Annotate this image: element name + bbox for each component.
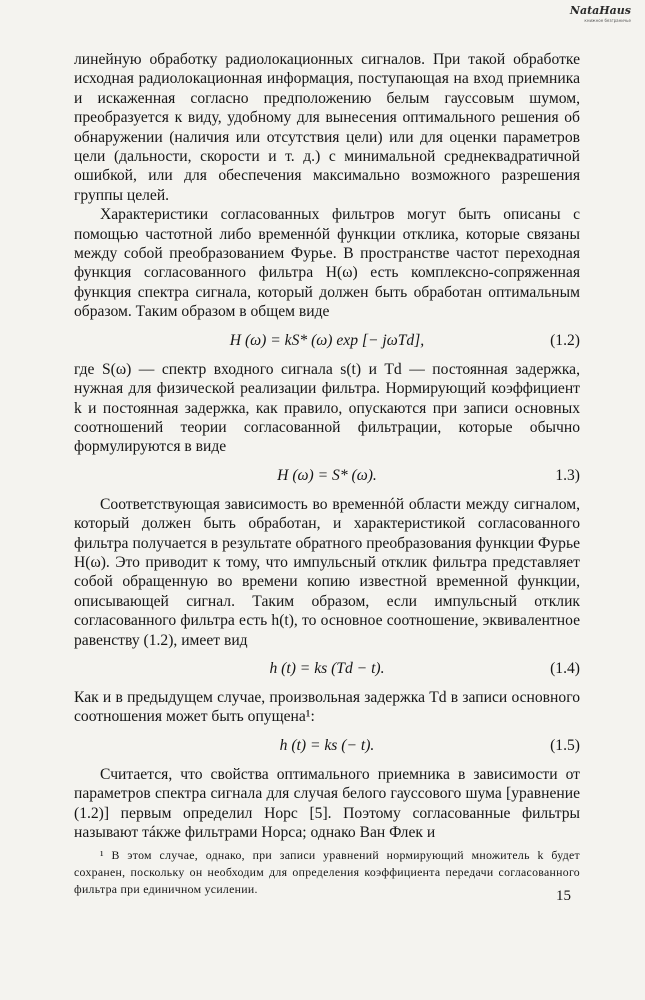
equation-number: 1.3) [555, 466, 580, 484]
equation-1-5 [74, 727, 580, 765]
watermark-text: NataHaus [569, 4, 631, 17]
footnote-text: ¹ В этом случае, однако, при записи уравнений нормирующий множитель k будет сохранен, поскольку он необходим для определения коэффициента передачи согласованного фильтра при единичном усилении. [74, 848, 580, 897]
footnote-block [74, 847, 580, 898]
page-body [74, 50, 580, 898]
page-number: 15 [556, 888, 571, 904]
equation-formula: H (ω) = kS* (ω) exp [− jωTd], [229, 331, 425, 349]
equation-formula: h (t) = ks (− t). [279, 736, 375, 754]
paragraph-4: Соответствующая зависимость во временнóй области между сигналом, который должен быть обработан, и характеристикой согласованного фильтра получается в результате обратного преобразования функции Фурье H(ω). Это приводит к тому, что импульсный отклик фильтра представляет собой обращенную во времени копию известной временной функции, описывающей сигнал. Таким образом, если импульсный отклик согласованного фильтра есть h(t), то основное соотношение, эквивалентное равенству (1.2), имеет вид [74, 495, 580, 649]
watermark-logo [570, 2, 631, 23]
watermark-subtext: книжное безграничье [584, 18, 631, 23]
equation-1-3 [74, 457, 580, 495]
paragraph-1: линейную обработку радиолокационных сигналов. При такой обработке исходная радиолокационная информация, поступающая на вход приемника и искаженная согласно предположению белым гауссовым шумом, преобразуется к виду, удобному для вынесения оптимального решения об обнаружении (наличия или отсутствия цели) или для оценки параметров цели (дальности, скорости и т. д.) с минимальной среднеквадратичной ошибкой, или для обеспечения максимально возможного разрешения группы целей. [74, 51, 580, 204]
equation-formula: H (ω) = S* (ω). [277, 466, 377, 484]
paragraph-6: Считается, что свойства оптимального приемника в зависимости от параметров спектра сигнала для случая белого гауссового шума [уравнение (1.2)] первым определил Норс [5]. Поэтому согласованные фильтры называют тáкже фильтрами Норса; однако Ван Флек и [74, 765, 580, 841]
paragraph-2: Характеристики согласованных фильтров могут быть описаны с помощью частотной либо временнóй функции отклика, которые связаны между собой преобразованием Фурье. В пространстве частот переходная функция согласованного фильтра H(ω) есть комплексно-сопряженная функция спектра сигнала, который должен быть обработан оптимальным образом. Таким образом в общем виде [74, 206, 580, 321]
equation-number: (1.2) [550, 331, 580, 349]
equation-formula: h (t) = ks (Td − t). [269, 659, 385, 677]
paragraph-5: Как и в предыдущем случае, произвольная задержка Td в записи основного соотношения может быть опущена¹: [74, 688, 580, 726]
paragraph-3: где S(ω) — спектр входного сигнала s(t) и Td — постоянная задержка, нужная для физической реализации фильтра. Нормирующий коэффициент k и постоянная задержка, как правило, опускаются при записи основных соотношений теории согласованной фильтрации, которые обычно формулируются в виде [74, 360, 580, 456]
equation-number: (1.5) [550, 736, 580, 754]
equation-1-2 [74, 322, 580, 360]
equation-number: (1.4) [550, 659, 580, 677]
equation-1-4 [74, 650, 580, 688]
